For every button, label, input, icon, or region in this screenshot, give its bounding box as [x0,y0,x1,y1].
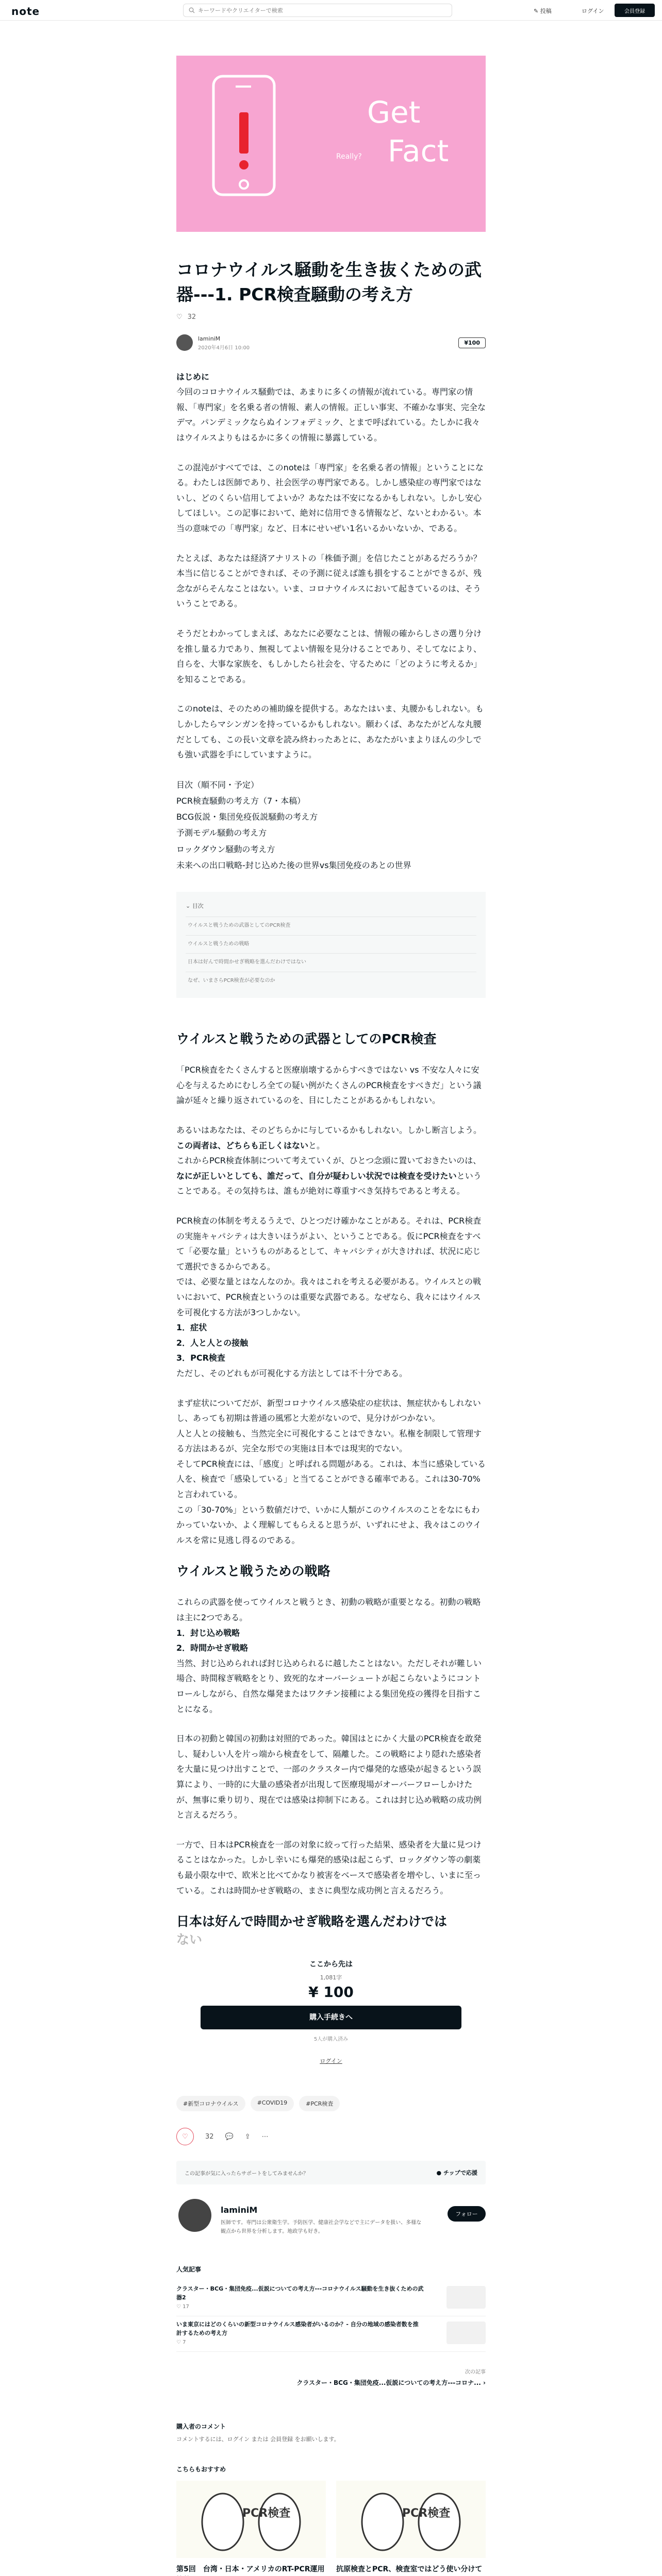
text-span: これらの武器を使ってウイルスと戦うとき、初動の戦略が重要となる。初動の戦略は主に2つである。 [176,1597,481,1623]
paywall-label: ここから先は [309,1960,353,1969]
toc-heading[interactable] [186,901,476,911]
text-span: これからPCR検査体制について考えていくが、ひとつ念頭に置いておきたいのは、 [176,1156,482,1166]
hero-illustration [176,56,486,232]
paragraph: 今回のコロナウイルス騒動では、あまりに多くの情報が流れている。専門家の情報、「専門家」を名乗る者の情報、素人の情報。正しい事実、不確かな事実、完全なデマ。パンデミックならぬインフォデミック、とまで呼ばれている。たしかに我々はウイルスよりもはるかに多くの情報に暴露している。 [176,387,486,443]
search-icon [189,7,195,13]
heading-text: 日本は好んで時間かせぎ戦略を選んだわけでは [176,1914,448,1929]
tip-button-label: チップで応援 [443,2170,477,2177]
list-item: 2．時間かせぎ戦略 [176,1643,249,1653]
series-item: PCR検査騒動の考え方（7・本稿） [176,795,306,806]
card-image-text: PCR検査 [242,2507,291,2520]
chevron-down-icon: ⌄ [186,902,191,909]
toc-item[interactable]: ウイルスと戦うための武器としてのPCR検査 [186,917,476,935]
popular-thumbnail [446,2286,486,2309]
recommendations [176,2465,486,2576]
text-span: あるいはあなたは、そのどちらかに与しているかもしれない。しかし断言しよう。 [176,1125,482,1135]
next-article[interactable] [176,2367,486,2401]
paragraph: このnoteは、そのための補助線を提供する。あなたはいま、丸腰かもしれない。もしかしたらマシンガンを持っているかもしれない。願わくば、あなたがどんな丸腰だとしても、この長い文章を読み終わったあとに、あなたがいまよりほんの少しでも強い武器を手にしていますように。 [176,704,484,760]
paragraph: そうだとわかってしまえば、あなたに必要なことは、情報の確からしさの選り分けを推し量る力であり、無視してよい情報を見分けることであり、そしてなにより、自らを、大事な家族を、もしかしたら社会を、守るために「どのように考えるか」を知ることである。 [176,629,482,684]
recommend-card[interactable] [176,2481,326,2576]
bold-text: この両者は、どちらも正しくはない [176,1140,309,1150]
popular-articles [176,2265,486,2352]
card-image-text: PCR検査 [402,2507,451,2520]
paragraph [176,1213,486,1381]
author-name[interactable]: laminiM [198,335,221,342]
paragraph [176,1396,486,1548]
paragraph: 一方で、日本はPCR検査を一部の対象に絞って行った結果、感染者を大量に見つけることはなかった。しかし幸いにも爆発的感染は起こらず、ロックダウン等の劇薬も最小限な中で、欧米と比べてかなり被害をベースで感染者を増やし、いまに至っている。これは時間かせぎ戦略の、まさに典型な成功例と言えるだろう。 [176,1839,482,1895]
paragraph [176,1595,486,1717]
list-item[interactable] [176,2281,486,2316]
paywall-char-count: 1,081字 [320,1974,342,1981]
card-title: 抗原検査とPCR、検査室ではどう使い分けて [336,2565,483,2574]
series-item: BCG仮説・集団免疫仮説騒動の考え方 [176,812,318,822]
article-body [176,369,486,1948]
article [176,56,486,2576]
heart-icon: ♡ [182,2132,188,2141]
toc-heading-label: 目次 [192,902,204,909]
list-item: 1．症状 [176,1323,207,1333]
search-box[interactable] [183,4,452,17]
recommend-card[interactable] [336,2481,486,2576]
text-span: 人と人との接触も、当然完全に可視化することはできない。私権を制限して管理する方法はあるが、完全な形での実施は日本では現実的でない。 [176,1428,482,1454]
toc-item[interactable]: ウイルスと戦うための戦略 [186,935,476,954]
popular-thumbnail [446,2321,486,2344]
chevron-right-icon: › [483,2379,486,2387]
popular-likes: ♡ 7 [176,2340,186,2346]
recommend-heading: こちらもおすすめ [176,2466,226,2473]
action-row [176,2128,486,2145]
creator-name[interactable]: laminiM [221,2205,258,2215]
comment-icon[interactable]: 💬 [225,2132,234,2141]
title-likes [176,313,486,321]
like-count: 32 [187,313,196,321]
paywall-price: ¥ 100 [308,1984,354,2001]
coin-icon: ● [436,2170,442,2177]
list-item: 2．人と人との接触 [176,1337,249,1348]
site-header [0,0,662,21]
card-image [336,2481,486,2558]
popular-heading: 人気記事 [176,2266,202,2274]
section-heading: ウイルスと戦うための戦略 [176,1564,330,1579]
follow-button[interactable]: フォロー [448,2206,486,2222]
hero-text-fact: Fact [388,133,449,168]
card-title: 第5回 台湾・日本・アメリカのRT-PCR運用 [176,2565,325,2574]
text-span: では、必要な量とはなんなのか。我々はこれを考える必要がある。ウイルスとの戦いにおいて、PCR検査というのは重要な武器である。なぜなら、我々にはウイルスを可視化する方法が3つしかない。 [176,1277,482,1317]
login-link[interactable]: ログイン [582,8,604,14]
bold-text: なにが正しいとしても、誰だって、自分が疑わしい状況では検査を受けたい [176,1171,457,1181]
tag[interactable]: #PCR検査 [299,2096,340,2111]
support-bar [176,2161,486,2184]
intro-block [176,369,486,446]
paywall-login-link[interactable]: ログイン [320,2058,342,2065]
heading-faded-text: ない [176,1932,203,1947]
popular-title: いま東京にはどのくらいの新型コロナウイルス感染者がいるのか？- 自分の地域の感染者数を推計するための考え方 [176,2321,419,2336]
hero-text-really: Really? [336,152,362,161]
post-label: 投稿 [540,8,552,14]
text-span: ということである。その気持ちは、誰もが絶対に尊重すべき気持ちであると考える。 [176,1171,482,1196]
author-avatar[interactable] [176,334,193,351]
next-title [176,2378,486,2387]
list-item: 3．PCR検査 [176,1353,225,1363]
paragraph: この混沌がすべてでは、このnoteは「専門家」を名乗る者の情報」ということになる。わたしは医師であり、社会医学の専門家である。しかし感染症の専門家ではないし、どのくらい信用してよいか？あなたは不安になるかもしれない。しかし安心してほしい。この記事において、絶対に信用できる情報など、ないとわかるい。本当の意味での「専門家」など、日本にせいぜい1名いるかいないか、である。 [176,462,484,534]
section-heading [176,1912,486,1948]
post-button[interactable] [534,7,552,15]
text-span: まず症状についてだが、新型コロナウイルス感染症の症状は、無症状かもしれないし、あっても初期は普通の風邪と大差がないので、見分けがつかない。 [176,1398,481,1423]
hero-text-get: Get [367,95,421,130]
creator-bio: 医師です。専門は公衆衛生学。予防医学、健康社会学などで主にデータを扱い、多様な観点から世界を分析します。地政学も好き。 [221,2220,422,2235]
publish-date: 2020年4月6日 10:00 [198,345,250,351]
purchase-count: 5人が購入済み [313,2037,349,2043]
next-title-text: クラスター・BCG・集団免疫...仮説についての考え方---コロナ... [296,2379,481,2387]
next-label: 次の記事 [465,2369,486,2376]
creator-avatar[interactable] [178,2199,211,2232]
pencil-icon: ✎ [534,8,539,14]
text-span: PCR検査の体制を考えるうえで、ひとつだけ確かなことがある。それは、PCR検査の実施キャパシティは大きいほうがよい、ということである。仮にPCR検査をすべて「必要な量」というものがあるとして、キャパシティが大きければ、状況に応じて選択できるからである。 [176,1215,482,1272]
paragraph [176,1123,486,1199]
text-span: と。 [308,1140,325,1150]
creator-card [176,2199,486,2256]
popular-likes: ♡ 17 [176,2304,189,2310]
table-of-contents [176,892,486,998]
intro-heading: はじめに [176,371,210,382]
series-list [176,777,486,873]
list-item: 1．封じ込め戦略 [176,1628,240,1638]
text-span: ただし、そのどれもが可視化する方法としては不十分である。 [176,1368,408,1378]
series-item: 予測モデル騒動の考え方 [176,828,267,838]
hero-image [176,56,486,232]
series-item: 目次（順不同・予定） [176,779,259,790]
author-row [176,334,486,355]
tag-list [176,2096,486,2111]
price-badge: ¥100 [458,337,486,348]
card-image [176,2481,326,2558]
like-count: 32 [205,2132,214,2141]
comments-heading: 購入者のコメント [176,2423,226,2431]
series-item: 未来への出口戦略-封じ込めた後の世界vs集団免疫のあとの世界 [176,860,411,870]
share-icon[interactable]: ⇪ [244,2132,251,2141]
paragraph: 「PCR検査をたくさんすると医療崩壊するからすべきではない vs 不安な人々に安心を与えるためにむしろ全ての疑い例がたくさんのPCR検査をすべきだ」という議論が延々と繰り返されているのを、目にしたことがあるかもしれない。 [176,1065,482,1106]
buy-button[interactable]: 購入手続きへ [201,2006,461,2029]
series-item: ロックダウン騒動の考え方 [176,844,275,854]
popular-title: クラスター・BCG・集団免疫...仮説についての考え方---コロナウイルス騒動を生き抜くための武器2 [176,2285,424,2301]
paragraph: 日本の初動と韓国の初動は対照的であった。韓国はとにかく大量のPCR検査を敢発し、疑わしい人を片っ端から検査をして、隔離した。この戦略により隠れた感染者を大量に見つけ出すことで、一部のクラスター内で爆発的な感染が起きるという誤算により、一時的に大量の感染者が出現して医療現場がオーバーフローしかけたが、無事に乗り切り、現在では感染は抑制下にある。これは封じ込め戦略の成功例と言えるだろう。 [176,1734,482,1820]
text-span: そしてPCR検査には、「感度」と呼ばれる問題がある。これは、本当に感染している人を、検査で「感染している」と当てることができる確率である。これは30-70%と言われている。 [176,1459,486,1500]
comments-message: コメントするには、ログイン または 会員登録 をお願いします。 [176,2436,340,2443]
heart-icon[interactable]: ♡ [176,313,183,321]
support-question: この記事が気に入ったらサポートをしてみませんか？ [185,2171,308,2177]
paragraph: たとえば、あなたは経済アナリストの「株価予測」を信じたことがあるだろうか？本当に信じることができれば、その予測に従えば誰も損をすることができるが、残念ながらそんなことはない。いま、コロナウイルスにおいて起きているのは、そういうことである。 [176,553,482,609]
signup-button[interactable]: 会員登録 [615,4,655,17]
toc-item[interactable]: 日本は好んで時間かせぎ戦略を選んだわけではない [186,953,476,972]
tip-button[interactable] [437,2168,477,2177]
toc-item[interactable]: なぜ、いまさらPCR検査が必要なのか [186,972,476,990]
tag[interactable]: #COVID19 [251,2096,294,2111]
article-title: コロナウイルス騒動を生き抜くための武器---1. PCR検査騒動の考え方 [176,260,482,304]
like-button[interactable] [176,2128,194,2145]
list-item[interactable] [176,2316,486,2352]
search-input[interactable] [198,7,445,14]
text-span: この「30-70%」という数値だけで、いかに人類がこのウイルスのことをなにもわかっていないか、よく理解してもらえると思うが、いずれにせよ、我々はこのウイルスを常に見逃し得るのである。 [176,1504,482,1545]
comments-section [176,2422,486,2443]
text-span: 当然、封じ込められれば封じ込められるに越したことはない。ただしそれが難しい場合、時間稼ぎ戦略をとり、致死的なオーバーシュートが起こらないようにコントロールしながら、自然な爆発またはワクチン接種による集団免疫の獲得を目指すことになる。 [176,1658,482,1714]
site-logo[interactable]: note [11,5,40,18]
section-heading: ウイルスと戦うための武器としてのPCR検査 [176,1031,437,1047]
tag[interactable]: #新型コロナウイルス [176,2096,245,2111]
paywall [176,1959,486,2065]
more-icon[interactable]: ⋯ [261,2132,269,2141]
